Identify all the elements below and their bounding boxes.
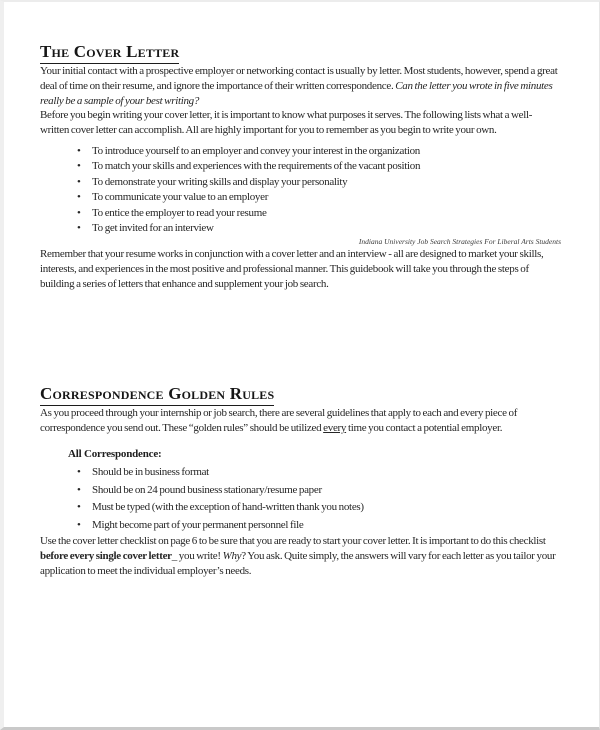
source-attribution: Indiana University Job Search Strategies For Liberal Arts Students bbox=[358, 237, 561, 247]
cover-letter-purpose-list bbox=[40, 144, 561, 236]
paragraph-initial-contact: Your initial contact with a prospective employer or networking contact is usually by letter. Most students, however, spend a great deal of time on their resume, and ignore the importance of their written correspondence. Can the letter you wrote in five minutes really be a sample of your best writing? bbox=[40, 65, 558, 107]
correspondence-rules-list bbox=[40, 464, 561, 534]
list-item: • Must be typed (with the exception of hand-written thank you notes) bbox=[77, 499, 561, 516]
section-heading-the-cover-letter bbox=[40, 42, 561, 64]
list-item: • Might become part of your permanent personnel file bbox=[77, 517, 561, 534]
section-heading-correspondence-golden-rules bbox=[40, 384, 561, 406]
list-item: • To communicate your value to an employer bbox=[77, 190, 561, 205]
list-item: • To introduce yourself to an employer and convey your interest in the organization bbox=[77, 144, 561, 159]
list-item: • To entice the employer to read your resume bbox=[77, 206, 561, 221]
list-item: • To match your skills and experiences with the requirements of the vacant position bbox=[77, 159, 561, 174]
list-item: • To get invited for an interview bbox=[77, 221, 561, 236]
subheading-all-correspondence: All Correspondence: bbox=[68, 448, 162, 461]
list-item: • To demonstrate your writing skills and display your personality bbox=[77, 175, 561, 190]
list-item: • Should be on 24 pound business stationary/resume paper bbox=[77, 482, 561, 499]
paragraph-golden-rules-intro: As you proceed through your internship or job search, there are several guidelines that apply to each and every piece of correspondence you send out. These “golden rules” should be utilized every time you contact a potential employer. bbox=[40, 406, 518, 434]
paragraph-checklist: Use the cover letter checklist on page 6 to be sure that you are ready to start your cover letter. It is important to do this checklist before every single cover letter_ you write! Why? You ask. Quite simply, the answers will vary for each letter as you tailor your application to meet the individual employer’s needs. bbox=[40, 535, 556, 577]
list-item: • Should be in business format bbox=[77, 464, 561, 481]
heading-underlined-text: The Cover Letter bbox=[40, 42, 179, 64]
paragraph-resume-conjunction: Remember that your resume works in conjunction with a cover letter and an interview - all are designed to market your skills, interests, and experiences in the most positive and professional manner. This guidebook will take you through the steps of building a series of letters that enhance and supplement your job search. bbox=[40, 248, 544, 291]
paragraph-purposes-intro: Before you begin writing your cover letter, it is important to know what purposes it serves. The following lists what a well-written cover letter can accomplish. All are highly important for you to remember as you begin to write your own. bbox=[40, 109, 533, 137]
heading-underlined-text: Correspondence Golden Rules bbox=[40, 384, 274, 406]
